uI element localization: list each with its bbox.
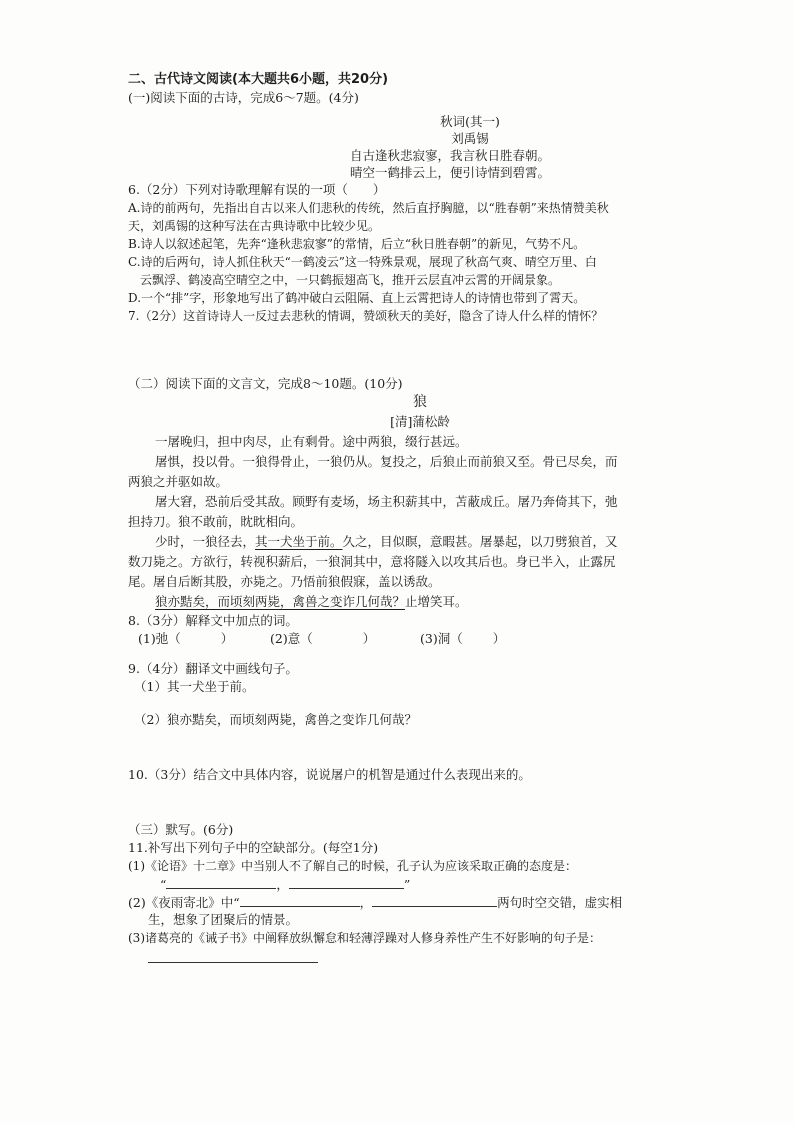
- underlined-sentence-1: 其一犬坐于前。: [255, 534, 343, 549]
- part2-intro: （二）阅读下面的文言文，完成8～10题。(10分): [128, 376, 403, 391]
- part3-intro: （三）默写。(6分): [128, 822, 234, 837]
- text-para-2a: 屠惧，投以骨。一狼得骨止，一狼仍从。复投之，后狼止而前狼又至。骨已尽矣，而: [155, 454, 618, 469]
- question-10: 10.（3分）结合文中具体内容，说说屠户的机智是通过什么表现出来的。: [128, 767, 531, 782]
- text-para-3a: 屠大窘，恐前后受其敌。顾野有麦场，场主积薪其中，苫蔽成丘。屠乃奔倚其下，弛: [155, 494, 618, 509]
- text-para-4a: [155, 534, 618, 550]
- text-para-1: 一屠晚归，担中肉尽，止有剩骨。途中两狼，缀行甚远。: [155, 434, 468, 449]
- q11-item-3-answer: [148, 950, 318, 967]
- q11-blank-1[interactable]: [166, 876, 276, 889]
- section-header: 二、古代诗文阅读(本大题共6小题，共20分): [128, 72, 389, 87]
- q11-item-2b: 生，想象了团聚后的情景。: [148, 912, 299, 927]
- q11-item-2: (2)《夜雨寄北》中“ ， 两句时空交错，虚实相: [128, 895, 623, 910]
- q6-option-c-2: 云飘浮、鹤凌高空晴空之中，一只鹤振翅高飞，推开云层直冲云霄的开阔景象。: [140, 273, 561, 287]
- para-4a-start: 少时，一狼径去，: [155, 534, 256, 549]
- underlined-sentence-2: 狼亦黠矣，而顷刻两毙，禽兽之变诈几何哉？: [155, 594, 406, 609]
- q9-item-2: （2）狼亦黠矣，而顷刻两毙，禽兽之变诈几何哉？: [134, 712, 417, 727]
- q8-item-1: (1)弛（ ）: [138, 631, 234, 646]
- q6-option-b: B.诗人以叙述起笔，先奔“逢秋悲寂寥”的常情，后立“秋日胜春朝”的新见，气势不凡。: [128, 237, 586, 251]
- part1-intro: (一)阅读下面的古诗，完成6～7题。(4分): [128, 90, 359, 105]
- q11-item-1-answer: “ ， ”: [160, 877, 411, 892]
- question-11: 11.补写出下列句子中的空缺部分。(每空1分): [128, 840, 379, 855]
- text-author: [清]蒲松龄: [390, 414, 450, 429]
- q8-item-2: (2)意（ ）: [270, 631, 376, 646]
- q6-option-a-1: A.诗的前两句，先指出自古以来人们悲秋的传统，然后直抒胸臆，以“胜春朝”来热情赞美秋: [128, 201, 609, 215]
- q9-item-1: （1）其一犬坐于前。: [134, 679, 255, 694]
- question-7: 7.（2分）这首诗诗人一反过去悲秋的情调，赞颂秋天的美好，隐含了诗人什么样的情怀？: [128, 309, 604, 323]
- poem-title: 秋词(其一): [440, 114, 500, 129]
- text-para-4b: 数刀毙之。方欲行，转视积薪后，一狼洞其中，意将隧入以攻其后也。身已半入，止露尻: [128, 554, 616, 569]
- question-6: 6.（2分）下列对诗歌理解有误的一项（ ）: [128, 182, 386, 197]
- poem-author: 刘禹锡: [451, 131, 489, 146]
- text-para-5: [155, 594, 468, 610]
- para-5-end: 止增笑耳。: [405, 594, 468, 609]
- q6-option-a-2: 天，刘禹锡的这种写法在古典诗歌中比较少见。: [128, 219, 381, 233]
- q11-blank-4[interactable]: [372, 894, 497, 907]
- text-para-4c: 尾。屠自后断其股，亦毙之。乃悟前狼假寐，盖以诱敌。: [128, 574, 441, 589]
- q11-blank-3[interactable]: [240, 894, 360, 907]
- text-title: 狼: [413, 394, 427, 410]
- q11-item-1: (1)《论语》十二章》中当别人不了解自己的时候，孔子认为应该采取正确的态度是：: [128, 859, 578, 873]
- text-para-2b: 两狼之并驱如故。: [128, 474, 229, 489]
- question-8: 8.（3分）解释文中加点的词。: [128, 613, 298, 628]
- q6-option-c-1: C.诗的后两句，诗人抓住秋天“一鹤凌云”这一特殊景观，展现了秋高气爽、晴空万里、白: [128, 255, 597, 269]
- text-para-3b: 担持刀。狼不敢前，眈眈相向。: [128, 514, 304, 529]
- q8-item-3: (3)洞（ ）: [420, 631, 506, 646]
- para-4a-end: 久之，目似瞑，意暇甚。屠暴起，以刀劈狼首，又: [342, 534, 618, 549]
- q6-option-d: D.一个“排”字，形象地写出了鹤冲破白云阻隔、直上云霄把诗人的诗情也带到了霄天。: [128, 291, 586, 305]
- q11-item-3: (3)诸葛亮的《诫子书》中阐释放纵懈怠和轻薄浮躁对人修身养性产生不好影响的句子是：: [128, 931, 602, 945]
- q11-blank-5[interactable]: [148, 950, 318, 963]
- q11-blank-2[interactable]: [289, 876, 404, 889]
- poem-line-1: 自古逢秋悲寂寥，我言秋日胜春朝。: [349, 148, 550, 163]
- poem-line-2: 晴空一鹤排云上，便引诗情到碧霄。: [349, 165, 550, 180]
- question-9: 9.（4分）翻译文中画线句子。: [128, 661, 298, 676]
